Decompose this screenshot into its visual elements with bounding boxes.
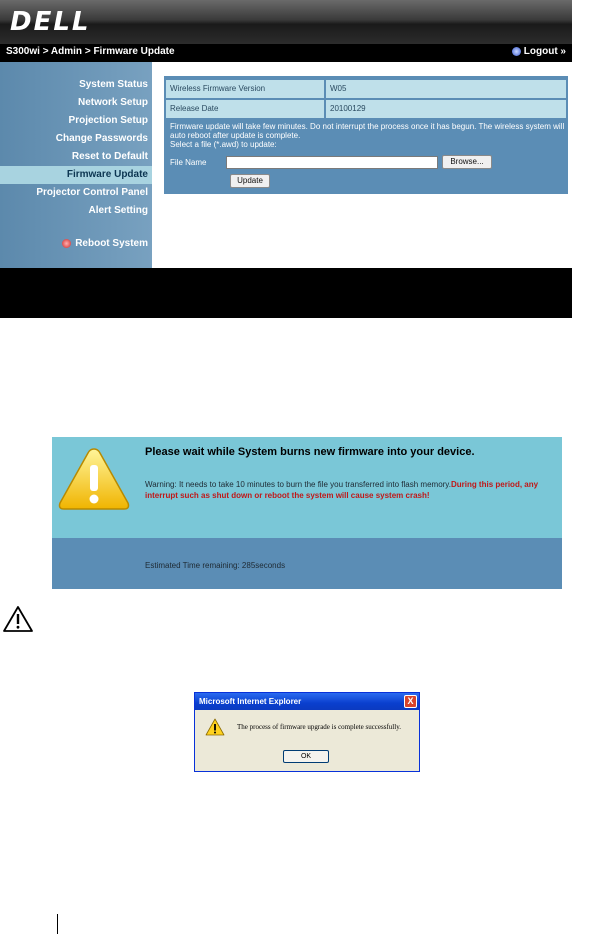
burn-warning xyxy=(145,479,559,501)
sidebar-item-alert-setting[interactable]: Alert Setting xyxy=(88,205,148,216)
estimated-time: Estimated Time remaining: 285seconds xyxy=(145,561,286,570)
ie-dialog xyxy=(194,692,420,772)
dell-logo: DELL xyxy=(10,7,91,37)
logout-link[interactable] xyxy=(512,46,566,57)
update-note: Firmware update will take few minutes. Do not interrupt the process once it has begun. The wireless system will auto reboot after update is complete. xyxy=(170,122,565,140)
update-instructions xyxy=(170,122,566,149)
update-button[interactable]: Update xyxy=(230,174,270,188)
sidebar-item-projector-control-panel[interactable]: Projector Control Panel xyxy=(36,187,148,198)
header-bar xyxy=(0,0,572,44)
warning-icon xyxy=(56,445,132,513)
status-bar xyxy=(52,538,562,589)
burning-firmware-screenshot xyxy=(52,437,562,589)
breadcrumb: S300wi > Admin > Firmware Update xyxy=(6,46,175,57)
sidebar-item-change-passwords[interactable]: Change Passwords xyxy=(55,133,148,144)
burn-warning-critical: During this period, any interrupt such as shut down or reboot the system will cause system crash! xyxy=(145,480,539,500)
dialog-message: The process of firmware upgrade is complete successfully. xyxy=(237,723,401,731)
sidebar-item-system-status[interactable]: System Status xyxy=(79,79,148,90)
ok-button[interactable]: OK xyxy=(283,750,329,763)
caution-icon xyxy=(2,605,34,633)
reboot-label: Reboot System xyxy=(75,238,148,249)
dialog-warning-icon xyxy=(205,718,225,736)
sidebar-item-reset-to-default[interactable]: Reset to Default xyxy=(71,151,148,162)
file-name-label: File Name xyxy=(170,158,207,167)
sidebar xyxy=(0,62,152,268)
logout-icon xyxy=(512,47,521,56)
sidebar-item-network-setup[interactable]: Network Setup xyxy=(77,97,148,108)
version-value: W05 xyxy=(326,80,566,98)
firmware-panel xyxy=(164,76,568,194)
release-date-value: 20100129 xyxy=(326,100,566,118)
main-content xyxy=(152,62,572,268)
browse-button[interactable]: Browse... xyxy=(442,155,492,169)
file-name-input[interactable] xyxy=(226,156,438,169)
sidebar-item-projection-setup[interactable]: Projection Setup xyxy=(68,115,148,126)
logout-label: Logout » xyxy=(523,46,566,57)
select-file-note: Select a file (*.awd) to update: xyxy=(170,140,277,149)
admin-screenshot xyxy=(0,0,572,318)
sidebar-item-firmware-update[interactable]: Firmware Update xyxy=(0,166,152,184)
version-label: Wireless Firmware Version xyxy=(166,80,324,98)
burn-title: Please wait while System burns new firmware into your device. xyxy=(145,446,475,458)
dialog-title: Microsoft Internet Explorer xyxy=(195,693,419,710)
release-date-label: Release Date xyxy=(166,100,324,118)
power-icon xyxy=(62,239,71,248)
reboot-system-link[interactable] xyxy=(62,238,148,249)
page-margin-line xyxy=(57,914,58,934)
close-icon[interactable]: X xyxy=(404,695,417,708)
nav-bar xyxy=(0,44,572,62)
burn-warning-text: Warning: It needs to take 10 minutes to burn the file you transferred into flash memory. xyxy=(145,480,451,489)
